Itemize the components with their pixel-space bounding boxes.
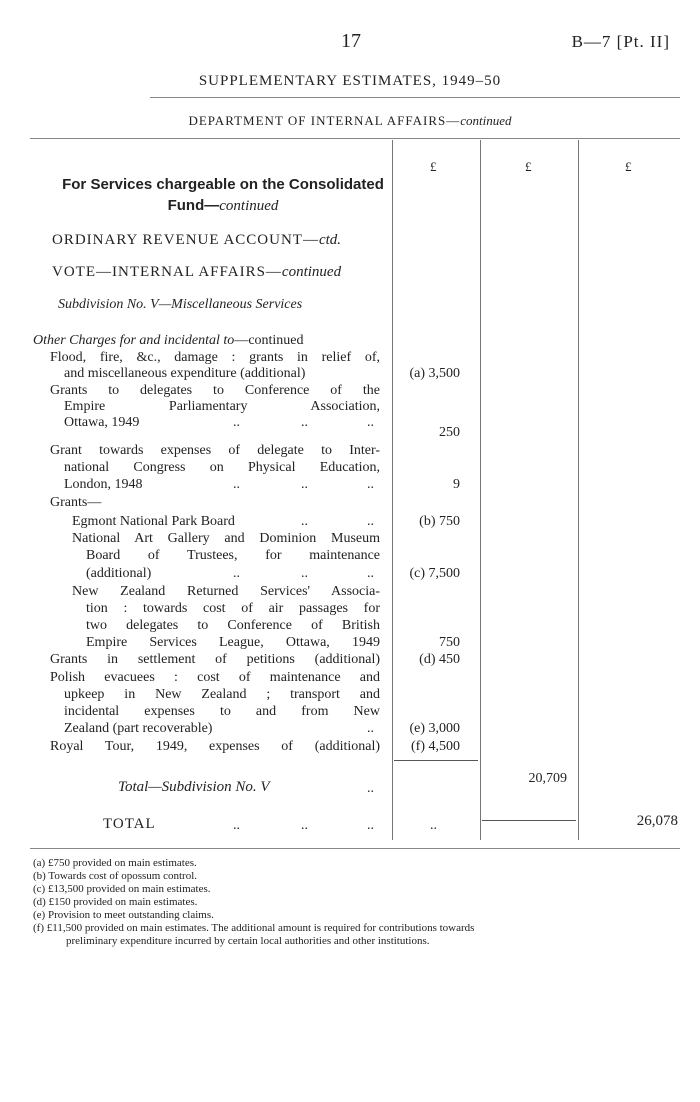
item-line: two delegates to Conference of British	[86, 618, 380, 633]
footnote: (a) £750 provided on main estimates.	[33, 857, 197, 869]
subtotal-amount: 20,709	[528, 771, 567, 786]
footnote: (f) £11,500 provided on main estimates. The additional amount is required for contributions towards	[33, 922, 475, 934]
dot-leader: ..	[301, 566, 308, 581]
item-amount: (a) 3,500	[409, 366, 460, 381]
item-line: National Art Gallery and Dominion Museum	[72, 531, 380, 546]
dot-leader: ..	[301, 477, 308, 492]
document-reference: B—7 [Pt. II]	[571, 32, 670, 51]
department-heading: DEPARTMENT OF INTERNAL AFFAIRS—continued	[188, 113, 512, 128]
dot-leader: ..	[430, 818, 437, 833]
dot-leader: ..	[367, 721, 374, 736]
item-line: tion : towards cost of air passages for	[86, 601, 380, 616]
item-line: Board of Trustees, for maintenance	[86, 548, 380, 563]
item-amount: (d) 450	[419, 652, 460, 667]
subtotal-rule	[394, 760, 478, 761]
item-line: Grants in settlement of petitions (additional)	[50, 652, 380, 667]
page-title: SUPPLEMENTARY ESTIMATES, 1949–50	[198, 73, 502, 89]
page-number: 17	[341, 30, 361, 52]
item-line: Egmont National Park Board	[72, 514, 235, 529]
total-rule	[482, 820, 576, 821]
dot-leader: ..	[367, 781, 374, 796]
grand-total-amount: 26,078	[636, 813, 678, 829]
item-amount: (f) 4,500	[411, 739, 460, 754]
dot-leader: ..	[367, 818, 374, 833]
dot-leader: ..	[233, 415, 240, 430]
dot-leader: ..	[233, 477, 240, 492]
item-line: Grants—	[50, 495, 102, 510]
item-amount: 250	[439, 425, 460, 440]
currency-column-2: £	[525, 159, 532, 174]
dot-leader: ..	[367, 415, 374, 430]
item-amount: 9	[453, 477, 460, 492]
item-line: London, 1948	[64, 477, 143, 492]
item-line: New Zealand Returned Services' Associa-	[72, 584, 380, 599]
footnote-rule	[30, 848, 680, 849]
dot-leader: ..	[367, 566, 374, 581]
subdivision-heading: Subdivision No. V—Miscellaneous Services	[58, 297, 303, 312]
item-line: incidental expenses to and from New	[64, 704, 380, 719]
item-line: Polish evacuees : cost of maintenance and	[50, 670, 380, 685]
other-charges-heading: Other Charges for and incidental to—continued	[33, 333, 304, 348]
vote-heading: VOTE—INTERNAL AFFAIRS—continued	[52, 264, 342, 280]
currency-column-3: £	[625, 159, 632, 174]
dot-leader: ..	[233, 818, 240, 833]
footnote: (c) £13,500 provided on main estimates.	[33, 883, 211, 895]
item-line: Royal Tour, 1949, expenses of (additional)	[50, 739, 380, 754]
dot-leader: ..	[301, 514, 308, 529]
item-line: national Congress on Physical Education,	[64, 460, 380, 475]
header-rule	[30, 138, 680, 139]
footnote: (e) Provision to meet outstanding claims.	[33, 909, 214, 921]
item-amount: (e) 3,000	[409, 721, 460, 736]
item-amount: (b) 750	[419, 514, 460, 529]
footnote: (d) £150 provided on main estimates.	[33, 896, 198, 908]
item-line: Grants to delegates to Conference of the	[50, 383, 380, 398]
item-line: Empire Parliamentary Association,	[64, 399, 380, 414]
item-line: Flood, fire, &c., damage : grants in relief of,	[50, 350, 380, 365]
dot-leader: ..	[367, 477, 374, 492]
column-divider-2	[480, 140, 481, 840]
item-line: upkeep in New Zealand ; transport and	[64, 687, 380, 702]
item-line: Zealand (part recoverable)	[64, 721, 213, 736]
item-amount: 750	[439, 635, 460, 650]
item-line: (additional)	[86, 566, 152, 581]
dot-leader: ..	[233, 566, 240, 581]
subtotal-label: Total—Subdivision No. V	[118, 779, 270, 795]
item-line: Grant towards expenses of delegate to Inter-	[50, 443, 380, 458]
dot-leader: ..	[301, 818, 308, 833]
dot-leader: ..	[367, 514, 374, 529]
footnote: preliminary expenditure incurred by certain local authorities and other institutions.	[66, 935, 430, 947]
dot-leader: ..	[301, 415, 308, 430]
item-amount: (c) 7,500	[409, 566, 460, 581]
item-line: Empire Services League, Ottawa, 1949	[86, 635, 380, 650]
currency-column-1: £	[430, 159, 437, 174]
column-divider-3	[578, 140, 579, 840]
title-rule	[150, 97, 680, 98]
item-line: and miscellaneous expenditure (additional)	[64, 366, 306, 381]
account-heading: ORDINARY REVENUE ACCOUNT—ctd.	[52, 232, 342, 248]
footnote: (b) Towards cost of opossum control.	[33, 870, 198, 882]
section-heading: For Services chargeable on the Consolidated Fund—continued	[62, 176, 384, 214]
total-label: TOTAL	[103, 816, 156, 832]
item-line: Ottawa, 1949	[64, 415, 140, 430]
